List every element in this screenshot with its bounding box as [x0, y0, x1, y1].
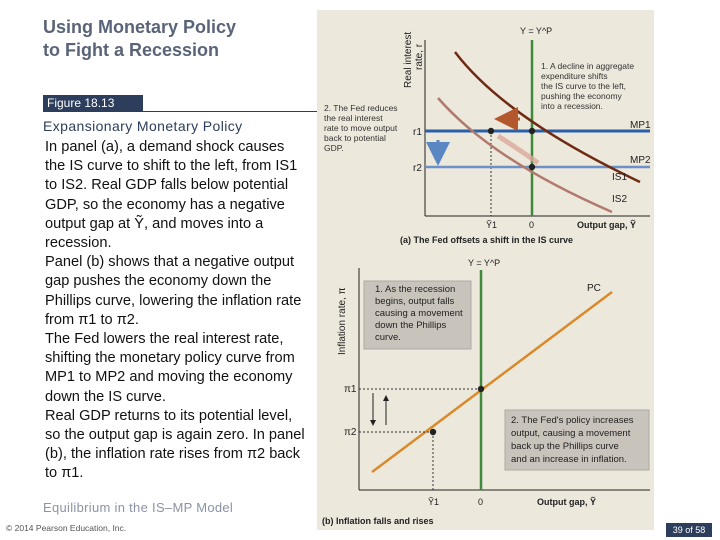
note-line: GDP.	[324, 143, 344, 153]
note-line: back up the Phillips curve	[511, 441, 619, 452]
copyright: © 2014 Pearson Education, Inc.	[6, 523, 127, 533]
panel-b-y-label: Inflation rate, π	[337, 287, 348, 355]
panel-a-y-label-2: rate, r	[414, 43, 425, 70]
note-line: curve.	[375, 332, 401, 343]
r2-label: r2	[413, 163, 422, 174]
panel-a-caption: (a) The Fed offsets a shift in the IS curve	[400, 235, 574, 245]
panel-b-point-initial	[478, 386, 484, 392]
panel-a-point-initial	[529, 128, 535, 134]
panel-b	[322, 258, 650, 526]
panel-b-xtick-zero: 0	[478, 497, 484, 507]
note-line: expenditure shifts	[541, 71, 608, 81]
title-line-1: Using Monetary Policy	[43, 17, 237, 37]
pi1-label: π1	[344, 384, 357, 395]
mp1-label: MP1	[630, 120, 651, 131]
panel-a-point-restored	[529, 164, 535, 170]
panel-a-x-label: Output gap, Ỹ	[577, 220, 636, 230]
panel-a-xtick-ytilde: Ỹ1	[486, 220, 498, 230]
panel-b-caption: (b) Inflation falls and rises	[322, 516, 434, 526]
panel-a-xtick-zero: 0	[529, 220, 535, 230]
note-line: down the Phillips	[375, 320, 447, 331]
note-line: back to potential	[324, 133, 386, 143]
page-number: 39 of 58	[666, 523, 712, 537]
slide-subtitle: Expansionary Monetary Policy	[43, 118, 243, 134]
panel-a-y-label-1: Real interest	[403, 31, 414, 88]
title-line-2: to Fight a Recession	[43, 40, 220, 60]
note-line: the real interest	[324, 113, 383, 123]
note-line: pushing the economy	[541, 91, 622, 101]
body-paragraph: Panel (b) shows that a negative output gap pushes the economy down the Phillips curve, lowering the inflation rate from π1 to π2.	[45, 254, 302, 328]
panel-a-point-recession	[488, 128, 494, 134]
pi2-label: π2	[344, 427, 357, 438]
panel-b-vline-label: Y = Y^P	[468, 258, 501, 268]
body-paragraph: Real GDP returns to its potential level, so the output gap is again zero. In panel (b), the inflation rate rises from π2 back to π1.	[45, 407, 305, 482]
note-line: 2. The Fed's policy increases	[511, 415, 634, 426]
mp2-label: MP2	[630, 155, 651, 166]
panel-a-note-1	[541, 61, 634, 111]
note-line: output, causing a movement	[511, 428, 631, 439]
body-paragraph: The Fed lowers the real interest rate, shifting the monetary policy curve from MP1 to MP2 and moving the economy down the IS curve.	[45, 331, 295, 405]
note-line: 1. As the recession	[375, 284, 456, 295]
note-line: causing a movement	[375, 308, 463, 319]
panel-a-note-2	[324, 103, 398, 153]
note-line: rate to move output	[324, 123, 398, 133]
body-paragraph: In panel (a), a demand shock causes the IS curve to shift to the left, from IS1 to IS2. Real GDP falls below potential GDP, so the economy has a negative output gap at Ỹ, and moves into a recession.	[45, 139, 298, 252]
note-line: 2. The Fed reduces	[324, 103, 398, 113]
panel-a-vline-label: Y = Y^P	[520, 26, 553, 36]
panel-b-point-recession	[430, 429, 436, 435]
panel-b-x-label: Output gap, Ỹ	[537, 497, 596, 507]
is1-label: IS1	[612, 172, 628, 183]
pc-label: PC	[587, 283, 601, 294]
note-line: and an increase in inflation.	[511, 454, 627, 465]
r1-label: r1	[413, 127, 422, 138]
note-line: the IS curve to the left,	[541, 81, 627, 91]
footer-title: Equilibrium in the IS–MP Model	[43, 500, 234, 515]
panel-b-xtick-ytilde: Ỹ1	[428, 497, 440, 507]
figure-label: Figure 18.13	[43, 95, 143, 112]
panel-a	[324, 26, 651, 245]
note-line: into a recession.	[541, 101, 603, 111]
note-line: begins, output falls	[375, 296, 455, 307]
note-line: 1. A decline in aggregate	[541, 61, 635, 71]
is2-label: IS2	[612, 194, 628, 205]
